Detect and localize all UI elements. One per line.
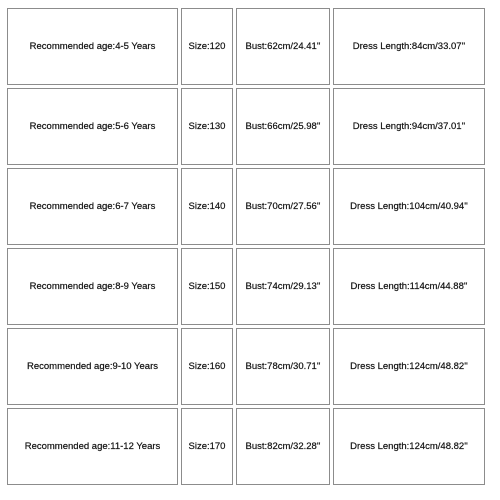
size-chart-table [4,5,488,488]
dress-length-cell: Dress Length:94cm/37.01'' [333,88,485,165]
recommended-age-cell: Recommended age:9-10 Years [7,328,178,405]
bust-cell: Bust:66cm/25.98'' [236,88,330,165]
dress-length-cell: Dress Length:104cm/40.94'' [333,168,485,245]
dress-length-cell: Dress Length:114cm/44.88'' [333,248,485,325]
bust-cell: Bust:74cm/29.13'' [236,248,330,325]
size-cell: Size:150 [181,248,233,325]
size-cell: Size:120 [181,8,233,85]
dress-length-cell: Dress Length:124cm/48.82'' [333,328,485,405]
table-row [7,248,485,325]
dress-length-cell: Dress Length:124cm/48.82'' [333,408,485,485]
table-row [7,328,485,405]
dress-length-cell: Dress Length:84cm/33.07'' [333,8,485,85]
bust-cell: Bust:70cm/27.56'' [236,168,330,245]
recommended-age-cell: Recommended age:6-7 Years [7,168,178,245]
bust-cell: Bust:62cm/24.41'' [236,8,330,85]
table-row [7,408,485,485]
size-cell: Size:140 [181,168,233,245]
size-cell: Size:130 [181,88,233,165]
recommended-age-cell: Recommended age:5-6 Years [7,88,178,165]
recommended-age-cell: Recommended age:8-9 Years [7,248,178,325]
bust-cell: Bust:78cm/30.71'' [236,328,330,405]
size-cell: Size:160 [181,328,233,405]
recommended-age-cell: Recommended age:11-12 Years [7,408,178,485]
recommended-age-cell: Recommended age:4-5 Years [7,8,178,85]
table-row [7,168,485,245]
size-cell: Size:170 [181,408,233,485]
bust-cell: Bust:82cm/32.28'' [236,408,330,485]
table-row [7,8,485,85]
table-row [7,88,485,165]
